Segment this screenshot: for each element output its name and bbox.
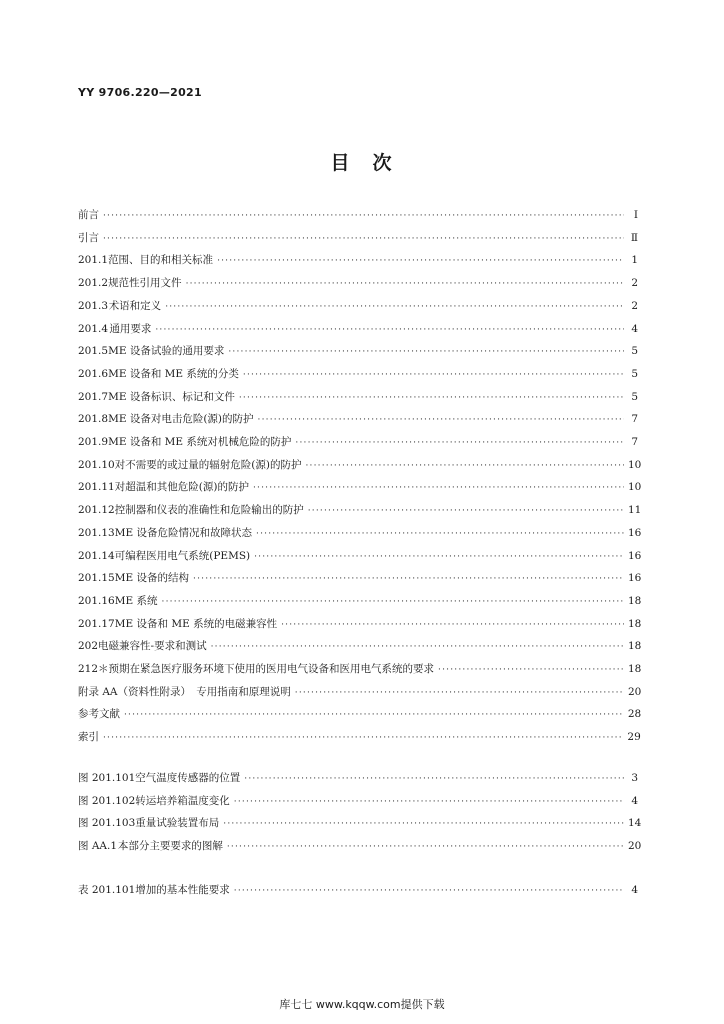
dot-leader: [162, 594, 624, 610]
entry-page-number: 16: [628, 549, 642, 562]
figure-entry[interactable]: [78, 770, 638, 786]
standard-code: YY 9706.220—2021: [78, 86, 202, 99]
entry-number: 201.8: [78, 413, 109, 426]
entry-number: 201.13: [78, 526, 115, 539]
dot-leader: [256, 526, 624, 542]
dot-leader: [223, 816, 624, 832]
entry-number: 201.12: [78, 504, 115, 517]
entry-label: 参考文献: [78, 708, 120, 721]
entry-label: 规范性引用文件: [108, 277, 182, 290]
dot-leader: [438, 662, 624, 678]
entry-number: 201.14: [78, 549, 115, 562]
figure-entry[interactable]: [78, 838, 642, 854]
entry-label: 重量试验装置布局: [135, 817, 220, 830]
entry-page-number: 18: [628, 640, 642, 653]
toc-entry[interactable]: [78, 616, 642, 632]
toc-entry[interactable]: [78, 321, 638, 337]
entry-page-number: 5: [631, 345, 638, 358]
dot-leader: [217, 253, 624, 269]
toc-entry[interactable]: [78, 457, 642, 473]
dot-leader: [227, 839, 624, 855]
entry-label: 增加的基本性能要求: [135, 884, 230, 896]
entry-page-number: 5: [631, 367, 638, 380]
entry-number: 201.4: [78, 322, 109, 335]
entry-page-number: 20: [628, 840, 642, 853]
entry-label: 引言: [78, 231, 99, 244]
entry-page-number: 4: [631, 884, 638, 896]
entry-number: 212: [78, 663, 99, 675]
entry-number: 201.17: [78, 617, 115, 630]
entry-page-number: Ⅱ: [630, 231, 638, 244]
entry-page-number: 4: [631, 322, 638, 335]
toc-entry[interactable]: [78, 593, 642, 609]
toc-entry[interactable]: [78, 343, 638, 359]
dot-leader: [281, 617, 624, 633]
entry-label: 本部分主要要求的图解: [117, 840, 223, 853]
entry-page-number: 11: [628, 504, 642, 517]
dot-leader: [103, 208, 624, 224]
entry-page-number: 18: [628, 617, 642, 630]
entry-number: 201.11: [78, 481, 115, 494]
entry-label: ＊预期在紧急医疗服务环境下使用的医用电气设备和医用电气系统的要求: [98, 663, 435, 675]
toc-entry[interactable]: [78, 548, 642, 564]
dot-leader: [253, 480, 624, 496]
toc-entry[interactable]: [78, 525, 642, 541]
entry-label: 对超温和其他危险(源)的防护: [114, 481, 249, 494]
dot-leader: [254, 549, 624, 565]
toc-entry[interactable]: [78, 684, 642, 700]
toc-entry[interactable]: [78, 661, 642, 677]
dot-leader: [244, 771, 624, 787]
dot-leader: [234, 883, 624, 899]
entry-number: 图 AA.1: [78, 840, 118, 853]
entry-label: 空气温度传感器的位置: [135, 772, 241, 784]
entry-page-number: 1: [631, 254, 638, 267]
toc-entry[interactable]: [78, 638, 642, 654]
download-footer: 库七七 www.kqqw.com提供下载: [279, 998, 445, 1011]
entry-label: ME 设备和 ME 系统的电磁兼容性: [114, 617, 278, 630]
dot-leader: [124, 707, 624, 723]
entry-page-number: 2: [631, 299, 638, 312]
entry-label: 可编程医用电气系统(PEMS): [114, 549, 251, 562]
toc-entry[interactable]: [78, 252, 638, 268]
entry-page-number: 18: [628, 663, 642, 675]
entry-number: 表 201.101: [78, 884, 136, 896]
entry-label: 前言: [78, 209, 99, 221]
toc-entry[interactable]: [78, 207, 638, 223]
toc-entry[interactable]: [78, 298, 638, 314]
entry-page-number: 5: [631, 390, 638, 403]
dot-leader: [193, 571, 624, 587]
figure-entry[interactable]: [78, 793, 638, 809]
entry-label: ME 设备和 ME 系统对机械危险的防护: [108, 436, 292, 448]
dot-leader: [295, 685, 624, 701]
entry-label: 附录 AA（资料性附录） 专用指南和原理说明: [78, 685, 291, 698]
toc-entry[interactable]: [78, 570, 642, 586]
dot-leader: [234, 794, 624, 810]
dot-leader: [258, 412, 624, 428]
toc-entry[interactable]: [78, 389, 638, 405]
page-title: 目 次: [330, 152, 394, 174]
figure-entry[interactable]: [78, 815, 642, 831]
entry-number: 201.10: [78, 458, 115, 471]
entry-page-number: 29: [627, 731, 641, 744]
dot-leader: [103, 231, 624, 247]
dot-leader: [308, 503, 624, 519]
dot-leader: [155, 322, 624, 338]
entry-page-number: 2: [631, 277, 638, 290]
entry-page-number: 16: [628, 572, 642, 585]
entry-label: 术语和定义: [108, 299, 162, 312]
entry-page-number: 20: [628, 685, 642, 698]
entry-label: 控制器和仪表的准确性和危险输出的防护: [114, 504, 304, 517]
entry-number: 图 201.101: [78, 772, 136, 784]
entry-number: 201.6: [78, 367, 109, 380]
entry-label: ME 设备试验的通用要求: [108, 345, 225, 358]
entry-label: ME 设备的结构: [114, 572, 190, 585]
entry-page-number: 28: [627, 708, 642, 721]
entry-number: 201.7: [78, 390, 109, 403]
entry-number: 图 201.103: [78, 817, 136, 830]
entry-label: ME 设备对电击危险(源)的防护: [108, 413, 254, 426]
entry-label: 转运培养箱温度变化: [135, 794, 230, 807]
dot-leader: [211, 639, 624, 655]
entry-number: 201.2: [78, 277, 109, 290]
dot-leader: [295, 435, 624, 451]
dot-leader: [243, 367, 624, 383]
dot-leader: [305, 458, 624, 474]
entry-page-number: 10: [628, 458, 642, 471]
entry-number: 图 201.102: [78, 794, 136, 807]
entry-label: 范围、目的和相关标准: [108, 254, 214, 267]
entry-label: ME 系统: [114, 594, 158, 607]
entry-page-number: 3: [631, 772, 638, 784]
entry-number: 201.15: [78, 572, 115, 585]
table-entry[interactable]: [78, 882, 638, 898]
toc-entry[interactable]: [78, 275, 638, 291]
entry-label: 对不需要的或过量的辐射危险(源)的防护: [114, 458, 302, 471]
entry-number: 201.9: [78, 436, 109, 448]
entry-number: 201.16: [78, 594, 115, 607]
entry-page-number: 16: [628, 526, 642, 539]
entry-page-number: 7: [631, 436, 638, 448]
entry-page-number: 10: [628, 481, 642, 494]
toc-entry[interactable]: [78, 411, 638, 427]
entry-page-number: Ⅰ: [633, 209, 638, 221]
toc-entry[interactable]: [78, 729, 641, 745]
dot-leader: [228, 344, 624, 360]
entry-page-number: 18: [628, 594, 642, 607]
entry-label: ME 设备危险情况和故障状态: [114, 526, 253, 539]
entry-number: 201.5: [78, 345, 109, 358]
entry-number: 201.3: [78, 299, 109, 312]
entry-number: 201.1: [78, 254, 109, 267]
entry-page-number: 4: [631, 794, 638, 807]
toc-entry[interactable]: [78, 230, 638, 246]
entry-number: 202: [78, 640, 99, 653]
dot-leader: [239, 390, 624, 406]
dot-leader: [186, 276, 624, 292]
toc-entry[interactable]: [78, 502, 642, 518]
entry-label: ME 设备标识、标记和文件: [108, 390, 235, 403]
entry-label: 电磁兼容性-要求和测试: [98, 640, 207, 653]
entry-page-number: 7: [631, 413, 638, 426]
dot-leader: [165, 299, 624, 315]
entry-page-number: 14: [628, 817, 642, 830]
entry-label: ME 设备和 ME 系统的分类: [108, 367, 239, 380]
toc-entry[interactable]: [78, 479, 642, 495]
entry-label: 索引: [78, 731, 99, 744]
dot-leader: [103, 730, 623, 746]
toc-entry[interactable]: [78, 706, 642, 722]
entry-label: 通用要求: [109, 322, 152, 335]
toc-entry[interactable]: [78, 366, 638, 382]
toc-entry[interactable]: [78, 434, 638, 450]
